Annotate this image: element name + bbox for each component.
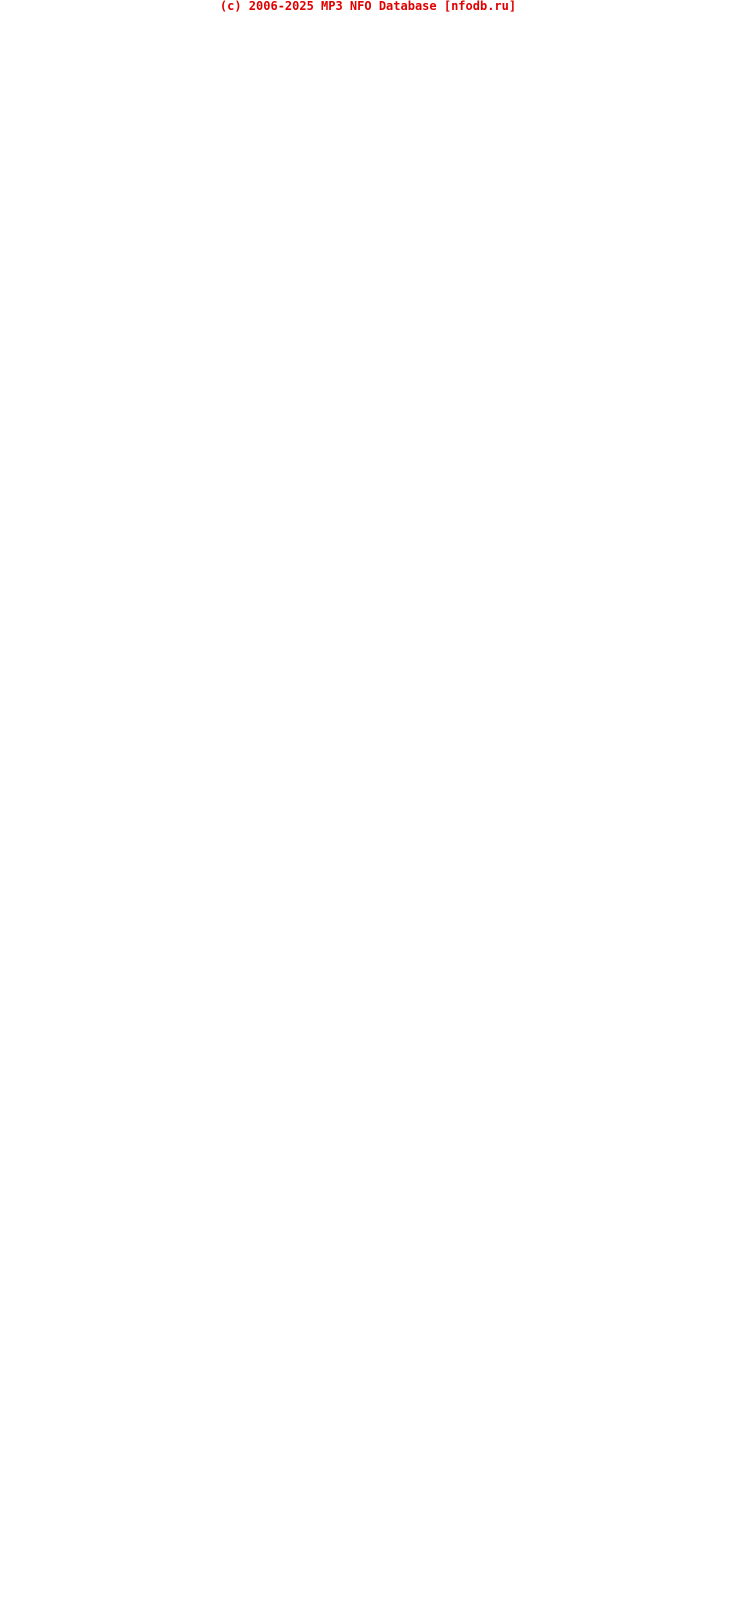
copyright-banner: (c) 2006-2025 MP3 NFO Database [nfodb.ru]	[219, 0, 517, 13]
